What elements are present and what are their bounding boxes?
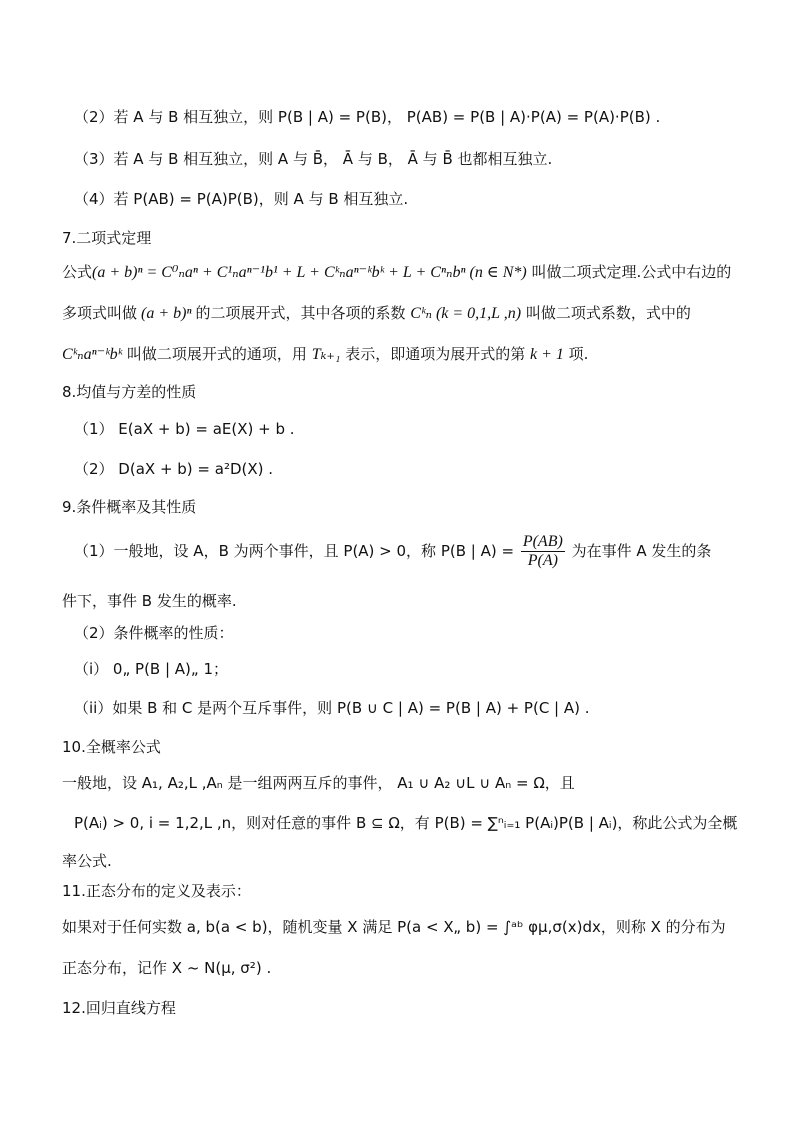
text: 项.	[563, 345, 589, 363]
math: (a + b)ⁿ	[137, 305, 196, 322]
section-7-title: 7.二项式定理	[62, 229, 152, 247]
section-7-line-2	[62, 302, 691, 325]
section-11-title: 11.正态分布的定义及表示：	[62, 882, 251, 900]
section-10-title: 10.全概率公式	[62, 738, 161, 756]
section-10-line-3: 率公式.	[62, 852, 112, 870]
section-12-title: 12.回归直线方程	[62, 999, 176, 1017]
text: 的二项展开式，其中各项的系数	[195, 304, 411, 322]
section-7-line-1	[62, 261, 731, 284]
binomial-formula: (a + b)ⁿ = C⁰ₙaⁿ + C¹ₙaⁿ⁻¹b¹ + L + Cᵏₙaⁿ⁻ᵏbᵏ + L + Cⁿₙbⁿ (n ∈ N*)	[92, 264, 527, 281]
math: Tₖ₊₁	[311, 346, 341, 363]
text: 表示，即通项为展开式的第	[340, 345, 530, 363]
text: 公式	[62, 263, 93, 281]
item-2: （2）若 A 与 B 相互独立，则 P(B | A) = P(B)， P(AB) = P(B | A)·P(A) = P(A)·P(B) .	[74, 108, 661, 126]
text: 叫做二项展开式的通项，用	[122, 345, 312, 363]
section-10-line-2: P(Aᵢ) > 0, i = 1,2,L ,n，则对任意的事件 B ⊆ Ω，有 P(B) = ∑ⁿᵢ₌₁ P(Aᵢ)P(B | Aᵢ)，称此公式为全概	[74, 814, 738, 832]
math: Cᵏₙaⁿ⁻ᵏbᵏ	[62, 346, 123, 363]
section-9-title: 9.条件概率及其性质	[62, 498, 197, 516]
fraction-denominator: P(A)	[527, 552, 558, 569]
section-11-line-1: 如果对于任何实数 a, b(a < b)，随机变量 X 满足 P(a < X„ b) = ∫ᵃᵇ φμ,σ(x)dx，则称 X 的分布为	[62, 918, 726, 936]
text: 叫做二项式定理.公式中右边的	[526, 263, 732, 281]
fraction-numerator: P(AB)	[522, 533, 563, 550]
text: 叫做二项式系数，式中的	[521, 304, 691, 322]
item-4: （4）若 P(AB) = P(A)P(B)，则 A 与 B 相互独立.	[74, 190, 409, 208]
section-9-line-4: （i） 0„ P(B | A)„ 1；	[74, 660, 228, 678]
item-3: （3）若 A 与 B 相互独立，则 A 与 B̄， Ā 与 B， Ā 与 B̄ 也都相互独立.	[74, 150, 553, 168]
text: （1）一般地，设 A，B 为两个事件，且 P(A) > 0，称 P(B | A) =	[74, 542, 519, 560]
section-11-line-2: 正态分布，记作 X ~ N(μ, σ²) .	[62, 959, 272, 977]
section-8-line-1: （1） E(aX + b) = aE(X) + b .	[74, 420, 295, 438]
section-8-title: 8.均值与方差的性质	[62, 383, 197, 401]
text: 为在事件 A 发生的条	[566, 542, 712, 560]
fraction	[521, 533, 565, 570]
math: Cᵏₙ (k = 0,1,L ,n)	[410, 305, 522, 322]
section-9-line-5: （ii）如果 B 和 C 是两个互斥事件，则 P(B ∪ C | A) = P(B | A) + P(C | A) .	[74, 699, 590, 717]
section-9-line-2: 件下，事件 B 发生的概率.	[62, 592, 237, 610]
section-9-line-3: （2）条件概率的性质：	[74, 624, 234, 642]
section-8-line-2: （2） D(aX + b) = a²D(X) .	[74, 460, 274, 478]
text: 多项式叫做	[62, 304, 138, 322]
math: k + 1	[529, 346, 564, 363]
section-10-line-1: 一般地，设 A₁, A₂,L ,Aₙ 是一组两两互斥的事件， A₁ ∪ A₂ ∪L ∪ Aₙ = Ω，且	[62, 774, 575, 792]
section-7-line-3	[62, 343, 588, 366]
section-9-line-1	[74, 531, 711, 571]
